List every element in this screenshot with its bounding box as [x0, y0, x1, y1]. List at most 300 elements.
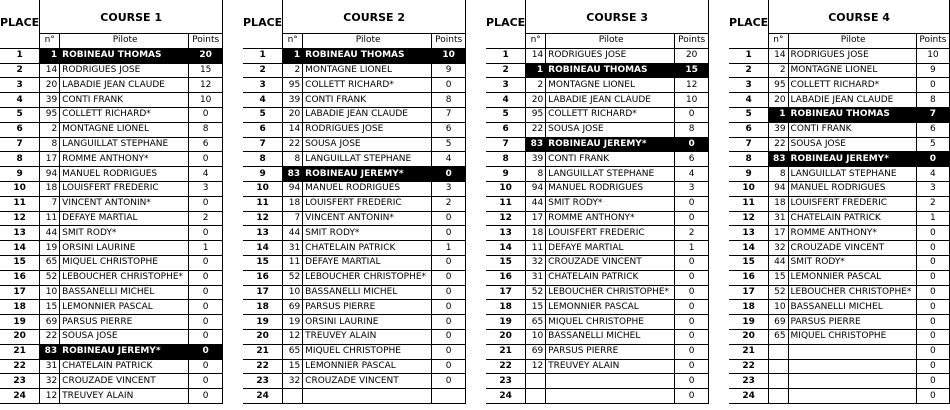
pilot-cell [546, 374, 675, 389]
pilot-header: Pilote [60, 34, 189, 49]
number-cell: 20 [40, 78, 60, 93]
table-row [243, 389, 466, 404]
place-cell: 15 [243, 255, 283, 270]
table-row [243, 315, 466, 330]
pilot-cell: SOUSA JOSE [303, 137, 432, 152]
table-row [729, 48, 950, 63]
points-cell: 0 [432, 226, 466, 241]
pilot-cell: ROBINEAU JEREMY* [303, 167, 432, 182]
points-cell: 0 [675, 374, 709, 389]
pilot-cell: LEMONNIER PASCAL [60, 300, 189, 315]
number-cell: 15 [40, 300, 60, 315]
pilot-cell: DEFAYE MARTIAL [546, 241, 675, 256]
place-cell: 19 [486, 315, 526, 330]
pilot-cell: ROBINEAU THOMAS [546, 63, 675, 78]
points-cell: 8 [432, 93, 466, 108]
number-cell: 69 [40, 315, 60, 330]
points-cell: 1 [432, 241, 466, 256]
place-cell: 20 [243, 329, 283, 344]
number-cell: 8 [526, 167, 546, 182]
number-cell: 69 [526, 344, 546, 359]
place-cell: 21 [486, 344, 526, 359]
points-cell: 7 [432, 107, 466, 122]
place-cell: 20 [486, 329, 526, 344]
table-row [0, 359, 223, 374]
points-cell: 5 [432, 137, 466, 152]
points-cell: 15 [189, 63, 223, 78]
pilot-cell: LABADIE JEAN CLAUDE [60, 78, 189, 93]
points-cell: 0 [432, 374, 466, 389]
points-cell: 0 [916, 78, 949, 93]
pilot-cell: DEFAYE MARTIAL [303, 255, 432, 270]
points-cell: 0 [432, 315, 466, 330]
number-cell: 31 [40, 359, 60, 374]
number-cell: 32 [526, 255, 546, 270]
table-row [486, 211, 709, 226]
number-cell: 15 [769, 270, 788, 285]
pilot-cell [788, 374, 916, 389]
course-title: COURSE 2 [283, 0, 466, 34]
place-cell: 21 [729, 344, 769, 359]
table-row [243, 344, 466, 359]
table-row [486, 300, 709, 315]
pilot-cell: MANUEL RODRIGUES [546, 181, 675, 196]
pilot-cell: LANGUILLAT STEPHANE [60, 137, 189, 152]
place-cell: 7 [729, 137, 769, 152]
number-cell: 2 [283, 63, 303, 78]
place-cell: 9 [0, 167, 40, 182]
points-cell: 8 [916, 93, 949, 108]
place-cell: 19 [729, 315, 769, 330]
table-row [729, 359, 950, 374]
points-cell: 0 [189, 389, 223, 404]
number-cell: 94 [283, 181, 303, 196]
points-cell: 6 [189, 137, 223, 152]
pilot-cell: MONTAGNE LIONEL [303, 63, 432, 78]
number-cell: 1 [526, 63, 546, 78]
points-cell: 0 [675, 196, 709, 211]
points-cell: 10 [432, 48, 466, 63]
place-cell: 23 [486, 374, 526, 389]
place-cell: 10 [0, 181, 40, 196]
table-header [486, 0, 709, 34]
number-cell: 8 [283, 152, 303, 167]
table-row [729, 255, 950, 270]
points-cell: 2 [432, 196, 466, 211]
pilot-cell: CONTI FRANK [60, 93, 189, 108]
table-row [0, 211, 223, 226]
place-cell: 24 [243, 389, 283, 404]
points-cell: 0 [189, 359, 223, 374]
points-cell: 0 [916, 285, 949, 300]
points-header: Points [916, 34, 949, 49]
number-cell: 22 [40, 329, 60, 344]
place-cell: 22 [486, 359, 526, 374]
number-cell: 31 [283, 241, 303, 256]
place-cell: 4 [0, 93, 40, 108]
pilot-cell: MIQUEL CHRISTOPHE [788, 329, 916, 344]
points-cell: 0 [916, 389, 949, 404]
pilot-cell: VINCENT ANTONIN* [303, 211, 432, 226]
num-header: n° [769, 34, 788, 49]
points-cell: 0 [916, 359, 949, 374]
points-cell: 0 [675, 255, 709, 270]
place-cell: 21 [243, 344, 283, 359]
pilot-cell: ROBINEAU THOMAS [788, 107, 916, 122]
points-cell: 3 [675, 181, 709, 196]
place-cell: 13 [0, 226, 40, 241]
course-table [729, 0, 950, 404]
table-row [243, 93, 466, 108]
table-row [243, 211, 466, 226]
points-cell: 0 [675, 285, 709, 300]
number-cell: 20 [769, 93, 788, 108]
pilot-cell: LEBOUCHER CHRISTOPHE* [546, 285, 675, 300]
table-row [486, 181, 709, 196]
table-row [729, 374, 950, 389]
place-cell: 9 [486, 167, 526, 182]
points-cell: 4 [675, 167, 709, 182]
place-cell: 14 [0, 241, 40, 256]
table-row [729, 241, 950, 256]
place-cell: 2 [243, 63, 283, 78]
table-row [486, 241, 709, 256]
pilot-cell: SMIT RODY* [60, 226, 189, 241]
place-cell: 18 [729, 300, 769, 315]
number-cell: 65 [526, 315, 546, 330]
points-cell: 0 [675, 107, 709, 122]
number-cell: 65 [40, 255, 60, 270]
number-cell: 39 [769, 122, 788, 137]
table-row [0, 241, 223, 256]
points-cell: 7 [916, 107, 949, 122]
pilot-cell: SOUSA JOSE [60, 329, 189, 344]
table-row [486, 196, 709, 211]
table-row [0, 255, 223, 270]
table-row [486, 255, 709, 270]
table-row [486, 93, 709, 108]
points-cell: 0 [432, 359, 466, 374]
pilot-cell: ROBINEAU JEREMY* [788, 152, 916, 167]
place-cell: 16 [243, 270, 283, 285]
points-cell: 6 [916, 122, 949, 137]
points-cell: 0 [189, 107, 223, 122]
place-cell: 8 [243, 152, 283, 167]
number-cell: 12 [40, 389, 60, 404]
points-cell: 4 [432, 152, 466, 167]
points-cell: 0 [675, 344, 709, 359]
table-row [486, 152, 709, 167]
table-row [729, 93, 950, 108]
number-cell: 83 [40, 344, 60, 359]
place-cell: 24 [0, 389, 40, 404]
place-cell: 14 [243, 241, 283, 256]
place-cell: 3 [243, 78, 283, 93]
pilot-cell [788, 344, 916, 359]
number-cell: 10 [526, 329, 546, 344]
points-cell: 9 [916, 63, 949, 78]
pilot-cell: TREUVEY ALAIN [303, 329, 432, 344]
points-cell: 10 [916, 48, 949, 63]
table-row [243, 255, 466, 270]
place-cell: 17 [243, 285, 283, 300]
pilot-cell: PARSUS PIERRE [303, 300, 432, 315]
pilot-cell: RODRIGUES JOSE [303, 122, 432, 137]
place-cell: 11 [486, 196, 526, 211]
place-cell: 3 [0, 78, 40, 93]
table-row [0, 48, 223, 63]
number-cell: 65 [283, 344, 303, 359]
number-cell: 22 [526, 122, 546, 137]
pilot-cell: LANGUILLAT STEPHANE [303, 152, 432, 167]
place-cell: 11 [243, 196, 283, 211]
pilot-cell: CROUZADE VINCENT [60, 374, 189, 389]
points-cell: 0 [916, 241, 949, 256]
points-cell: 15 [675, 63, 709, 78]
points-cell: 0 [432, 285, 466, 300]
place-cell: 16 [729, 270, 769, 285]
place-cell: 14 [729, 241, 769, 256]
points-cell: 0 [916, 152, 949, 167]
pilot-cell: LOUISFERT FREDERIC [788, 196, 916, 211]
pilot-cell: ROBINEAU JEREMY* [60, 344, 189, 359]
table-row [0, 196, 223, 211]
number-cell: 44 [283, 226, 303, 241]
table-row [243, 152, 466, 167]
place-cell: 10 [486, 181, 526, 196]
place-cell: 17 [486, 285, 526, 300]
pilot-cell: LANGUILLAT STEPHANE [788, 167, 916, 182]
points-cell: 0 [189, 226, 223, 241]
pilot-cell: CROUZADE VINCENT [303, 374, 432, 389]
number-cell: 32 [769, 241, 788, 256]
number-cell [769, 359, 788, 374]
pilot-cell: LOUISFERT FREDERIC [546, 226, 675, 241]
points-cell: 0 [916, 374, 949, 389]
place-cell: 15 [0, 255, 40, 270]
number-cell: 18 [283, 196, 303, 211]
pilot-cell: CONTI FRANK [546, 152, 675, 167]
table-row [486, 344, 709, 359]
points-cell: 0 [189, 255, 223, 270]
number-cell: 39 [40, 93, 60, 108]
pilot-cell: MONTAGNE LIONEL [546, 78, 675, 93]
course-3-panel [486, 0, 709, 404]
number-cell: 14 [283, 122, 303, 137]
place-cell: 13 [729, 226, 769, 241]
table-row [0, 315, 223, 330]
pilot-cell: ROMME ANTHONY* [60, 152, 189, 167]
pilot-cell [546, 389, 675, 404]
number-cell: 8 [40, 137, 60, 152]
table-row [729, 226, 950, 241]
number-cell: 65 [769, 329, 788, 344]
points-cell: 1 [189, 241, 223, 256]
pilot-cell: SOUSA JOSE [546, 122, 675, 137]
table-row [486, 374, 709, 389]
place-cell: 23 [0, 374, 40, 389]
points-cell: 10 [189, 93, 223, 108]
pilot-cell: CHATELAIN PATRICK [60, 359, 189, 374]
place-cell: 22 [729, 359, 769, 374]
table-row [486, 63, 709, 78]
number-cell: 39 [283, 93, 303, 108]
place-cell: 8 [729, 152, 769, 167]
place-cell: 4 [729, 93, 769, 108]
number-cell [526, 374, 546, 389]
table-row [0, 344, 223, 359]
pilot-cell: RODRIGUES JOSE [60, 63, 189, 78]
table-row [243, 374, 466, 389]
number-cell: 7 [283, 211, 303, 226]
pilot-cell: SMIT RODY* [788, 255, 916, 270]
table-row [243, 107, 466, 122]
points-cell: 8 [675, 122, 709, 137]
place-cell: 12 [243, 211, 283, 226]
points-cell: 5 [916, 137, 949, 152]
points-cell: 1 [675, 241, 709, 256]
number-cell: 22 [283, 137, 303, 152]
pilot-cell: COLLETT RICHARD* [303, 78, 432, 93]
number-cell: 44 [526, 196, 546, 211]
points-cell: 0 [432, 300, 466, 315]
place-header: PLACE [243, 0, 283, 48]
points-cell: 0 [675, 359, 709, 374]
table-row [0, 167, 223, 182]
place-cell: 13 [486, 226, 526, 241]
pilot-cell: BASSANELLI MICHEL [60, 285, 189, 300]
table-row [243, 270, 466, 285]
pilot-cell: SMIT RODY* [546, 196, 675, 211]
points-cell: 0 [916, 329, 949, 344]
number-cell: 8 [769, 167, 788, 182]
number-cell: 20 [526, 93, 546, 108]
pilot-cell: ROBINEAU THOMAS [60, 48, 189, 63]
number-cell: 95 [526, 107, 546, 122]
pilot-cell: DEFAYE MARTIAL [60, 211, 189, 226]
table-row [486, 226, 709, 241]
pilot-cell: LABADIE JEAN CLAUDE [546, 93, 675, 108]
place-cell: 22 [243, 359, 283, 374]
place-cell: 15 [729, 255, 769, 270]
place-cell: 11 [729, 196, 769, 211]
number-cell: 17 [40, 152, 60, 167]
number-cell: 2 [526, 78, 546, 93]
number-cell: 14 [769, 48, 788, 63]
place-cell: 16 [486, 270, 526, 285]
number-cell: 95 [283, 78, 303, 93]
pilot-cell: PARSUS PIERRE [788, 315, 916, 330]
points-cell: 3 [916, 181, 949, 196]
points-cell: 0 [189, 329, 223, 344]
place-cell: 1 [0, 48, 40, 63]
points-cell: 4 [916, 167, 949, 182]
table-row [729, 270, 950, 285]
place-cell: 20 [729, 329, 769, 344]
place-cell: 20 [0, 329, 40, 344]
pilot-cell: CHATELAIN PATRICK [303, 241, 432, 256]
table-row [729, 315, 950, 330]
place-cell: 16 [0, 270, 40, 285]
points-cell: 0 [189, 344, 223, 359]
pilot-cell: ORSINI LAURINE [303, 315, 432, 330]
place-cell: 5 [0, 107, 40, 122]
table-row [486, 48, 709, 63]
number-cell: 94 [526, 181, 546, 196]
points-cell: 0 [916, 300, 949, 315]
pilot-cell: BASSANELLI MICHEL [546, 329, 675, 344]
number-cell: 52 [526, 285, 546, 300]
points-cell: 2 [916, 196, 949, 211]
number-cell: 69 [283, 300, 303, 315]
points-cell: 6 [432, 122, 466, 137]
table-row [729, 122, 950, 137]
number-cell: 22 [769, 137, 788, 152]
place-cell: 17 [0, 285, 40, 300]
table-row [729, 196, 950, 211]
table-row [243, 241, 466, 256]
table-row [729, 78, 950, 93]
pilot-cell [788, 389, 916, 404]
pilot-cell: MANUEL RODRIGUES [788, 181, 916, 196]
place-cell: 23 [729, 374, 769, 389]
points-cell: 0 [675, 211, 709, 226]
table-row [486, 315, 709, 330]
table-row [729, 285, 950, 300]
pilot-cell: ROMME ANTHONY* [546, 211, 675, 226]
place-cell: 24 [729, 389, 769, 404]
points-cell: 0 [916, 270, 949, 285]
pilot-cell: ROMME ANTHONY* [788, 226, 916, 241]
pilot-cell: TREUVEY ALAIN [60, 389, 189, 404]
place-cell: 9 [243, 167, 283, 182]
points-cell: 0 [916, 255, 949, 270]
number-cell: 14 [40, 63, 60, 78]
pilot-cell: MIQUEL CHRISTOPHE [546, 315, 675, 330]
table-header [729, 0, 950, 34]
number-cell: 18 [526, 226, 546, 241]
table-row [729, 152, 950, 167]
pilot-cell: CONTI FRANK [788, 122, 916, 137]
points-cell: 2 [675, 226, 709, 241]
place-cell: 18 [0, 300, 40, 315]
number-cell: 17 [769, 226, 788, 241]
place-header: PLACE [0, 0, 40, 48]
pilot-cell: LABADIE JEAN CLAUDE [303, 107, 432, 122]
table-row [243, 137, 466, 152]
table-row [0, 329, 223, 344]
points-cell: 0 [432, 329, 466, 344]
course-table [486, 0, 709, 404]
table-row [243, 285, 466, 300]
place-cell: 8 [486, 152, 526, 167]
number-cell: 18 [769, 196, 788, 211]
pilot-cell: MONTAGNE LIONEL [60, 122, 189, 137]
table-row [729, 300, 950, 315]
place-cell: 4 [486, 93, 526, 108]
table-row [243, 226, 466, 241]
pilot-cell: LEMONNIER PASCAL [303, 359, 432, 374]
number-cell: 32 [40, 374, 60, 389]
place-cell: 6 [243, 122, 283, 137]
pilot-cell: LOUISFERT FREDERIC [303, 196, 432, 211]
points-cell: 0 [189, 152, 223, 167]
pilot-cell: TREUVEY ALAIN [546, 359, 675, 374]
table-row [729, 181, 950, 196]
number-cell: 11 [40, 211, 60, 226]
number-cell: 52 [769, 285, 788, 300]
points-cell: 0 [916, 315, 949, 330]
